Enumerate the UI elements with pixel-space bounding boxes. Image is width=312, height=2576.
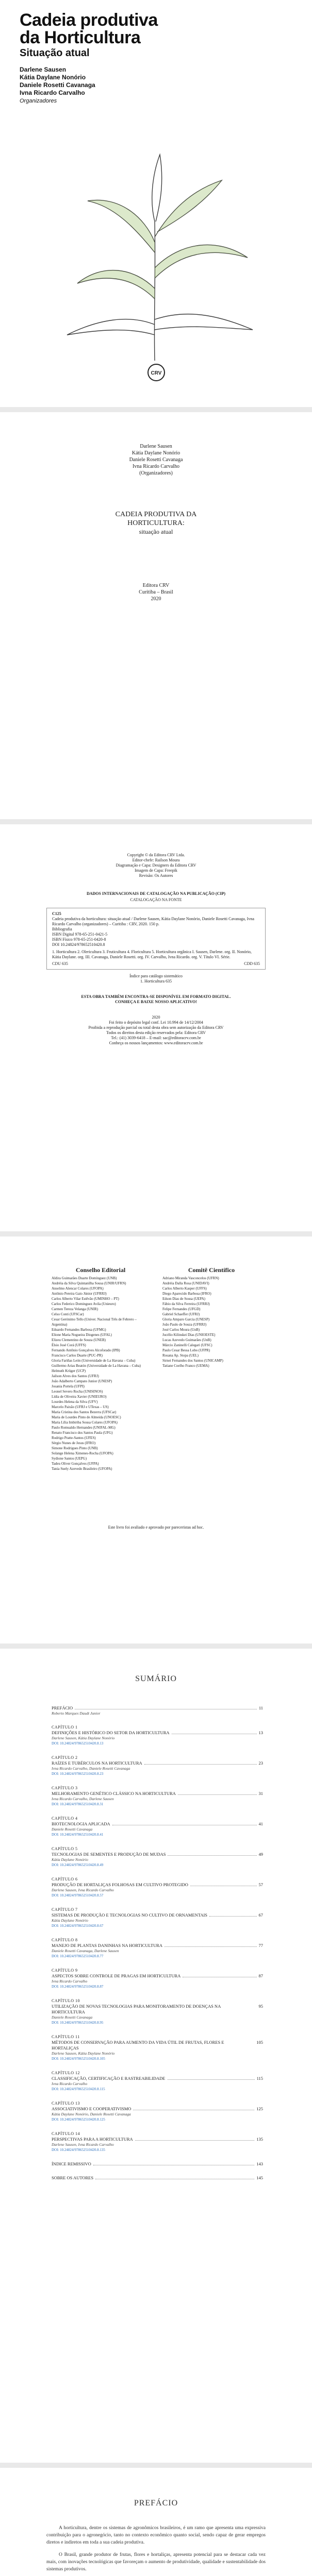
toc-chapter-label: CAPÍTULO 13 — [52, 2101, 80, 2106]
toc-authors: Ivna Ricardo Carvalho — [52, 1979, 88, 1984]
committee-member: Adriano Miranda Vasconcelos (UFRN) — [162, 1276, 219, 1280]
scientific-committee-column — [162, 1267, 260, 1368]
toc-doi: DOI: 10.24824/978652510420.8.77 — [52, 1954, 104, 1958]
toc-page-number: 115 — [256, 2076, 263, 2081]
toc-dot-leader — [183, 1973, 256, 1977]
title-city: Curitiba – Brasil — [139, 589, 173, 595]
cover-author: Daniele Rosetti Cavanaga — [20, 81, 95, 89]
rights-line: Proibida a reprodução parcial ou total desta obra sem autorização da Editora CRV — [88, 1025, 224, 1030]
toc-dot-leader — [112, 1821, 257, 1825]
toc-doi: DOI: 10.24824/978652510420.8.49 — [52, 1863, 104, 1867]
toc-entry[interactable] — [52, 2100, 263, 2123]
board-member: Gloria Fariñas León (Universidade de La Havana – Cuba) — [52, 1359, 136, 1363]
committee-member: Gloria Amparo Garcia (UNESP) — [162, 1317, 210, 1321]
board-member: Simone Rodrigues Pinto (UNB) — [52, 1446, 98, 1450]
toc-title-text: BIOTECNOLOGIA APLICADA — [52, 1821, 110, 1826]
toc-entry[interactable] — [52, 1705, 263, 1716]
toc-page-number: 41 — [258, 1821, 263, 1826]
toc-title-text: ÍNDICE REMISSIVO — [52, 2161, 91, 2166]
committee-member: Jucélio Kilinskei Dias (UNIOESTE) — [162, 1333, 216, 1337]
scientific-committee-heading: Comitê Científico — [188, 1266, 235, 1274]
toc-dot-leader — [168, 2076, 255, 2080]
toc-chapter-label: CAPÍTULO 10 — [52, 1998, 80, 2003]
toc-chapter-label: CAPÍTULO 7 — [52, 1907, 78, 1912]
board-member: Sérgio Nunes de Jesus (IFRO) — [52, 1441, 96, 1445]
toc-authors: Darlene Sausen, Kátia Daylane Nonório — [52, 1736, 115, 1740]
board-member: João Adalberto Campato Junior (UNESP) — [52, 1379, 112, 1383]
toc-authors: Darlene Sausen, Ivna Ricardo Carvalho — [52, 1888, 114, 1892]
toc-authors: Darlene Sausen, Kátia Daylane Nonório — [52, 2051, 115, 2056]
toc-entry[interactable] — [52, 2070, 263, 2092]
toc-chapter-label: CAPÍTULO 2 — [52, 1755, 78, 1760]
toc-dot-leader — [209, 1912, 256, 1917]
title-author: Kátia Daylane Nonório — [132, 450, 180, 456]
cover-subtitle: Situação atual — [20, 47, 90, 59]
toc-entry-title — [52, 1760, 263, 1766]
title-main — [0, 510, 312, 536]
digital-notice — [0, 994, 312, 1005]
toc-entry[interactable] — [52, 1998, 263, 2026]
board-member: Cesar Gerónimo Tello (Univer. Nacional Três de Febrero – Argentina) — [52, 1317, 137, 1327]
committee-member: Fábio da Silva Ferreira (UFRRJ) — [162, 1302, 210, 1306]
title-author: Darlene Sausen — [140, 444, 172, 449]
toc-dot-leader — [165, 1943, 256, 1947]
toc-doi: DOI: 10.24824/978652510420.8.105 — [52, 2057, 105, 2061]
preface-body — [46, 2524, 266, 2576]
toc-title-text: ASPECTOS SOBRE CONTROLE DE PRAGAS EM HORTICULTURA — [52, 1973, 181, 1978]
toc-entry[interactable] — [52, 1937, 263, 1959]
board-member: Elizeu Clementino de Souza (UNEB) — [52, 1338, 106, 1342]
toc-authors: Kátia Daylane Nonório — [52, 1857, 88, 1862]
title-author: Ivna Ricardo Carvalho — [132, 464, 180, 469]
copyright-line: Diagramação e Capa: Designers da Editora CRV — [116, 863, 196, 868]
toc-chapter-label: CAPÍTULO 3 — [52, 1786, 78, 1790]
board-member: Carlos Federico Dominguez Avila (Unieuro) — [52, 1302, 116, 1306]
toc-title-text: CLASSIFICAÇÃO, CERTIFICAÇÃO E RASTREABILIDADE — [52, 2076, 166, 2081]
title-publisher: Editora CRV — [142, 583, 170, 588]
board-member: Paulo Romualdo Hernandes (UNIFAL-MG) — [52, 1426, 116, 1430]
board-member: Tadeu Oliver Gonçalves (UFPA) — [52, 1462, 99, 1466]
board-member: Leonel Severo Rocha (UNISINOS) — [52, 1389, 103, 1394]
board-member: Aldira Guimarães Duarte Domínguez (UNB) — [52, 1276, 117, 1280]
title-page — [0, 412, 312, 819]
toc-title-text: TECNOLOGIAS DE SEMENTES E PRODUÇÃO DE MUDAS — [52, 1852, 166, 1857]
cip-isbn-digital: ISBN Digital 978-65-251-0421-5 — [52, 932, 108, 937]
toc-doi: DOI: 10.24824/978652510420.8.13 — [52, 1741, 104, 1745]
cip-subjects: 1. Horticultura 2. Olericultura 3. Fruticultura 4. Floricultura 5. Horticultura orgânica I. Sausen, Darlene. org. II. Nonório, Kátia Daylane. org. III. Cavanaga, Daniele Rosetti. org. IV. Carvalho, Ivna Ricardo. org. V. Título VI. Série. — [52, 950, 252, 959]
toc-list — [52, 1705, 263, 2189]
toc-entry-title — [52, 1943, 263, 1948]
board-member: Antônio Pereira Gaio Júnior (UFRRJ) — [52, 1292, 107, 1296]
toc-chapter-label: CAPÍTULO 8 — [52, 1938, 78, 1942]
toc-page — [0, 1649, 312, 2463]
toc-title-text: PRODUÇÃO DE HORTALIÇAS FOLHOSAS EM CULTIVO PROTEGIDO — [52, 1882, 188, 1887]
toc-page-number: 87 — [258, 1973, 263, 1978]
rights-line: Foi feito o depósito legal conf. Lei 10.994 de 14/12/2004 — [109, 1020, 203, 1025]
cover-authors — [20, 66, 95, 105]
board-member: Marcelo Paixão (UFRJ e UTexas – US) — [52, 1405, 109, 1409]
committee-member: Andréia Dalla Rosa (UNIDAVI) — [162, 1281, 209, 1285]
toc-chapter-label: CAPÍTULO 14 — [52, 2131, 80, 2136]
toc-dot-leader — [178, 1791, 257, 1795]
rights-line: 2020 — [152, 1015, 160, 1020]
catalog-index — [0, 974, 312, 984]
toc-doi: DOI: 10.24824/978652510420.8.125 — [52, 2117, 105, 2122]
toc-entry-title — [52, 2076, 263, 2081]
cip-record: C125 — [52, 911, 61, 916]
cover-author: Darlene Sausen — [20, 66, 67, 73]
title-line2: HORTICULTURA: — [127, 519, 185, 527]
toc-entry-title — [52, 1882, 263, 1888]
title-imprint — [0, 582, 312, 602]
toc-dot-leader — [135, 2137, 255, 2141]
committee-member: Edson Dias de Sousa (UEPA) — [162, 1297, 205, 1301]
toc-dot-leader — [133, 2106, 254, 2110]
copyright-line: Copyright © da Editora CRV Ltda. — [127, 853, 185, 857]
cip-title: DADOS INTERNACIONAIS DE CATALOGAÇÃO NA PUBLICAÇÃO (CIP) — [86, 891, 226, 896]
toc-title-text: MÉTODOS DE CONSERVAÇÃO PARA AUMENTO DA VIDA ÚTIL DE FRUTAS, FLORES E HORTALIÇAS — [52, 2040, 224, 2050]
toc-entry-title — [52, 2004, 263, 2015]
cover-role: Organizadores — [20, 98, 57, 104]
toc-chapter-label: CAPÍTULO 12 — [52, 2071, 80, 2075]
preface-heading: PREFÁCIO — [134, 2499, 178, 2507]
toc-authors: Daniele Rosetti Cavanaga — [52, 2015, 93, 2020]
editorial-board-column — [52, 1267, 150, 1471]
toc-dot-leader — [93, 2161, 255, 2165]
toc-page-number: 143 — [256, 2161, 263, 2166]
editorial-board-heading: Conselho Editorial — [75, 1266, 126, 1274]
toc-title-text: PERSPECTIVAS PARA A HORTICULTURA — [52, 2137, 133, 2142]
digital-notice-sub: CONHEÇA E BAIXE NOSSO APLICATIVO! — [115, 999, 197, 1004]
catalog-index-entry: 1. Horticultura 635 — [140, 979, 172, 984]
board-member: Celso Conti (UFSCar) — [52, 1312, 84, 1316]
toc-page-number: 57 — [258, 1882, 263, 1887]
toc-doi: DOI: 10.24824/978652510420.8.23 — [52, 1772, 104, 1776]
toc-doi: DOI: 10.24824/978652510420.8.57 — [52, 1893, 104, 1897]
board-member: Tania Suely Azevedo Brasileiro (UFOPA) — [52, 1467, 112, 1471]
toc-page-number: 31 — [258, 1791, 263, 1796]
toc-title-text: MANEJO DE PLANTAS DANINHAS NA HORTICULTURA — [52, 1943, 163, 1948]
cip-subtitle: CATALOGAÇÃO NA FONTE — [130, 897, 182, 902]
toc-entry-title — [52, 2137, 263, 2142]
toc-chapter-label: CAPÍTULO 1 — [52, 1725, 78, 1730]
toc-entry[interactable] — [52, 2161, 263, 2167]
committee-member: Tatiane Coelho Franco (UEMA) — [162, 1364, 209, 1368]
rights-line: Tel.: (41) 3039-6418 – E-mail: sac@editoracrv.com.br — [111, 1036, 201, 1040]
toc-doi: DOI: 10.24824/978652510420.8.115 — [52, 2087, 105, 2091]
toc-chapter-label: CAPÍTULO 11 — [52, 2035, 80, 2039]
toc-title-text: DEFINIÇÕES E HISTÓRICO DO SETOR DA HORTICULTURA — [52, 1730, 170, 1735]
toc-entry[interactable] — [52, 2175, 263, 2181]
title-subtitle: situação atual — [139, 528, 173, 535]
review-note: Este livro foi avaliado e aprovado por pareceristas ad hoc. — [108, 1525, 204, 1530]
board-member: Carlos Alberto Vilar Estêvão (UMINHO – PT) — [52, 1297, 119, 1301]
toc-page-number: 49 — [258, 1852, 263, 1857]
toc-page-number: 125 — [256, 2106, 263, 2111]
toc-page-number: 95 — [258, 2004, 263, 2009]
board-member: Rodrigo Pratte-Santos (UFES) — [52, 1436, 96, 1440]
committee-member: Márcio Zaninelli Calegari (UFSC) — [162, 1343, 212, 1347]
title-role: (Organizadores) — [139, 470, 173, 476]
toc-authors: Ivna Ricardo Carvalho, Darlene Sausen — [52, 1797, 114, 1801]
committee-member: Gabriel Schaeffer (UFRJ) — [162, 1312, 200, 1316]
crv-logo-icon — [147, 363, 166, 382]
toc-authors: Kátia Daylane Nonório, Daniele Rosetti Cavanaga — [52, 2112, 131, 2116]
committee-member: Felipe Fernandes (UFGD) — [162, 1307, 201, 1311]
toc-authors: Daniele Rosetti Cavanaga, Darlene Sausen — [52, 1948, 119, 1953]
cover-title — [20, 11, 158, 46]
board-member: Renato Francisco dos Santos Paula (UFG) — [52, 1431, 113, 1435]
toc-entry-title — [52, 1912, 263, 1918]
cip-isbn-fisico: ISBN Físico 978-65-251-0420-8 — [52, 937, 106, 942]
toc-title-text: RAÍZES E TUBÉRCULOS NA HORTICULTURA — [52, 1760, 142, 1766]
toc-authors: Kátia Daylane Nonório — [52, 1918, 88, 1923]
toc-heading: SUMÁRIO — [135, 1674, 177, 1683]
board-member: Maria de Lourdes Pinto de Almeida (UNOESC) — [52, 1415, 121, 1419]
toc-dot-leader — [168, 1852, 256, 1856]
toc-chapter-label: CAPÍTULO 6 — [52, 1877, 78, 1882]
cip-box — [46, 908, 266, 970]
board-member: Anselmo Alencar Colares (UFOPA) — [52, 1286, 104, 1291]
toc-entry-title — [52, 1821, 263, 1827]
toc-entry[interactable] — [52, 1876, 263, 1899]
toc-authors: Darlene Sausen, Ivna Ricardo Carvalho — [52, 2142, 114, 2147]
board-member: Eduardo Fernandes Barbosa (UFMG) — [52, 1328, 106, 1332]
board-member: Francisco Carlos Duarte (PUC-PR) — [52, 1353, 103, 1358]
crv-logo-text: CRV — [151, 370, 162, 376]
toc-doi: DOI: 10.24824/978652510420.8.41 — [52, 1833, 104, 1837]
toc-entry[interactable] — [52, 1968, 263, 1990]
preface-page — [0, 2468, 312, 2576]
toc-chapter-label: CAPÍTULO 9 — [52, 1968, 78, 1973]
board-member: Fernando Antônio Gonçalves Alcoforado (IPB) — [52, 1348, 120, 1352]
board-member: Maria Cristina dos Santos Bezerra (UFSCar) — [52, 1410, 117, 1414]
cip-body: Cadeia produtiva da horticultura: situação atual / Darlene Sausen, Kátia Daylane Nonório, Daniele Rosetti Cavanaga, Ivna Ricardo Carvalho (organizadores) – Curitiba : CRV, 2020. 150 p. — [52, 917, 254, 926]
board-member: Elione Maria Nogueira Diogenes (UFAL) — [52, 1333, 112, 1337]
plant-illustration-icon — [31, 144, 278, 361]
toc-page-number: 11 — [258, 1705, 263, 1710]
toc-page-number: 67 — [258, 1912, 263, 1918]
copyright-lines — [0, 853, 312, 878]
toc-entry[interactable] — [52, 2034, 263, 2062]
toc-entry-title — [52, 1852, 263, 1857]
toc-authors: Daniele Rosetti Cavanaga — [52, 1827, 93, 1832]
toc-entry[interactable] — [52, 1846, 263, 1868]
title-authors — [0, 443, 312, 477]
toc-entry[interactable] — [52, 1755, 263, 1777]
toc-doi: DOI: 10.24824/978652510420.8.87 — [52, 1985, 104, 1989]
toc-entry-title — [52, 1791, 263, 1797]
toc-entry[interactable] — [52, 1816, 263, 1838]
board-member: Josania Portela (UFPI) — [52, 1384, 85, 1388]
board-member: Sydione Santos (UEPG) — [52, 1456, 87, 1461]
toc-entry-title — [52, 2040, 263, 2051]
board-member: Jailson Alves dos Santos (UFRJ) — [52, 1374, 99, 1378]
board-member: Solange Helena Ximenes-Rocha (UFOPA) — [52, 1451, 113, 1455]
toc-entry[interactable] — [52, 1785, 263, 1807]
cip-bibliografia: Bibliografia — [52, 927, 72, 931]
toc-page-number: 23 — [258, 1760, 263, 1766]
toc-title-text: PREFÁCIO — [52, 1705, 73, 1710]
toc-entry-title — [52, 1730, 263, 1736]
committee-member: Rosana Ap. Stopa (UEL) — [162, 1353, 199, 1358]
toc-authors: Roberto Marques Daudt Junior — [52, 1711, 101, 1716]
toc-page-number: 105 — [256, 2040, 263, 2045]
rights-line: Todos os direitos desta edição reservados pela: Editora CRV — [106, 1030, 206, 1035]
board-member: Élsio José Corá (UFFS) — [52, 1343, 86, 1347]
committee-member: Lucas Azevedo Guimarães (UnB) — [162, 1338, 211, 1342]
preface-paragraph: A horticultura, dentre os sistemas de agronômicos brasileiros, é um ramo que apresenta uma expressiva contribuição para o agronegócio, tanto no contexto econômico quanto social, sendo capaz de gerar empregos diretos e indiretos em toda a sua cadeia produtiva. — [46, 2526, 266, 2545]
toc-dot-leader — [172, 1730, 257, 1734]
cip-doi: DOI 10.24824/978652510420.8 — [52, 942, 105, 947]
toc-page-number: 145 — [256, 2175, 263, 2180]
toc-page-number: 13 — [258, 1730, 263, 1735]
copyright-line: Editor-chefe: Railson Moura — [132, 858, 180, 862]
committee-member: José Carlos Moura (UnB) — [162, 1328, 200, 1332]
toc-entry-title — [52, 1705, 263, 1711]
toc-title-text: SOBRE OS AUTORES — [52, 2175, 94, 2180]
title-year: 2020 — [151, 596, 161, 602]
title-line1: CADEIA PRODUTIVA DA — [115, 511, 197, 518]
toc-entry-title — [52, 2106, 263, 2112]
toc-entry-title — [52, 2161, 263, 2167]
toc-doi: DOI: 10.24824/978652510420.8.31 — [52, 1802, 104, 1806]
copyright-line: Imagem de Capa: Freepik — [135, 868, 177, 873]
preface-paragraph: O Brasil, grande produtor de frutas, flores e hortaliças, apresenta potencial para se destacar cada vez mais, com inovações tecnológicas que favoreçam o aumento de produtividade, qualidade e sustentabilidade dos sistemas produtivos. — [46, 2552, 266, 2572]
cover-author: Kátia Daylane Nonório — [20, 74, 86, 81]
board-member: Helmuth Krüger (UCP) — [52, 1369, 86, 1373]
title-author: Daniele Rosetti Cavanaga — [129, 457, 183, 463]
toc-chapter-label: CAPÍTULO 5 — [52, 1846, 78, 1851]
toc-authors: Ivna Ricardo Carvalho — [52, 2081, 88, 2086]
cover-author: Ivna Ricardo Carvalho — [20, 89, 85, 96]
cip-cdd: CDD 635 — [244, 961, 260, 966]
toc-doi: DOI: 10.24824/978652510420.8.135 — [52, 2148, 105, 2152]
toc-entry[interactable] — [52, 1907, 263, 1929]
digital-notice-title: ESTA OBRA TAMBÉM ENCONTRA-SE DISPONÍVEL EM FORMATO DIGITAL. — [81, 994, 231, 999]
toc-page-number: 135 — [256, 2137, 263, 2142]
board-member: Andréia da Silva Quintanilha Sousa (UNIR/UFRN) — [52, 1281, 126, 1285]
committee-member: João Paulo de Souza (UFRRJ) — [162, 1323, 207, 1327]
cover-page — [0, 0, 312, 407]
toc-doi: DOI: 10.24824/978652510420.8.67 — [52, 1924, 104, 1928]
board-member: Lourdes Helena da Silva (UFV) — [52, 1400, 98, 1404]
toc-authors: Ivna Ricardo Carvalho, Daniele Rosetti Cavanaga — [52, 1766, 130, 1771]
committee-member: Carlos Alberto Kasper (UFFS) — [162, 1286, 207, 1291]
toc-entry-title — [52, 2175, 263, 2181]
toc-entry[interactable] — [52, 2131, 263, 2153]
toc-title-text: SISTEMAS DE PRODUÇÃO E TECNOLOGIAS NO CULTIVO DE ORNAMENTAIS — [52, 1912, 208, 1918]
copyright-line: Revisão: Os Autores — [139, 873, 173, 878]
committee-member: Paulo Cesar Bessa Lobo (UFPR) — [162, 1348, 210, 1352]
board-member: Maria Lília Imbiriba Sousa Colares (UFOPA) — [52, 1420, 118, 1425]
toc-dot-leader — [190, 1882, 257, 1886]
toc-title-text: MELHORAMENTO GENÉTICO CLÁSSICO NA HORTICULTURA — [52, 1791, 176, 1796]
toc-title-text: ASSOCIATIVISMO E COOPERATIVISMO — [52, 2106, 132, 2111]
toc-title-text: UTILIZAÇÃO DE NOVAS TECNOLOGIAS PARA MONITORAMENTO DE DOENÇAS NA HORTICULTURA — [52, 2004, 221, 2014]
toc-dot-leader — [75, 1705, 257, 1709]
rights-line: Conheça os nossos lançamentos: www.editoracrv.com.br — [109, 1041, 203, 1045]
board-member: Guillermo Arias Beatón (Universidade de La Havana – Cuba) — [52, 1364, 141, 1368]
toc-entry[interactable] — [52, 1724, 263, 1747]
toc-doi: DOI: 10.24824/978652510420.8.95 — [52, 2021, 104, 2025]
toc-dot-leader — [95, 2175, 254, 2179]
cip-cdu: CDU 635 — [52, 961, 68, 966]
board-member: Lídia de Oliveira Xavier (UNIEURO) — [52, 1395, 107, 1399]
toc-chapter-label: CAPÍTULO 4 — [52, 1816, 78, 1821]
committee-member: Sirnei Fernandes dos Santos (UNICAMP) — [162, 1359, 223, 1363]
toc-entry-title — [52, 1973, 263, 1979]
copyright-page — [0, 824, 312, 1231]
editorial-board-page — [0, 1236, 312, 1643]
committee-member: Diego Aparecido Barbosa (IFRO) — [162, 1292, 211, 1296]
cover-title-line2: da Horticultura — [20, 28, 141, 47]
rights-block — [0, 1015, 312, 1046]
catalog-index-title: Índice para catálogo sistemático — [129, 974, 183, 978]
toc-dot-leader — [144, 1760, 257, 1765]
toc-page-number: 77 — [258, 1943, 263, 1948]
board-member: Carmen Tereza Velanga (UNIR) — [52, 1307, 98, 1311]
cover-title-line1: Cadeia produtiva — [20, 10, 158, 30]
